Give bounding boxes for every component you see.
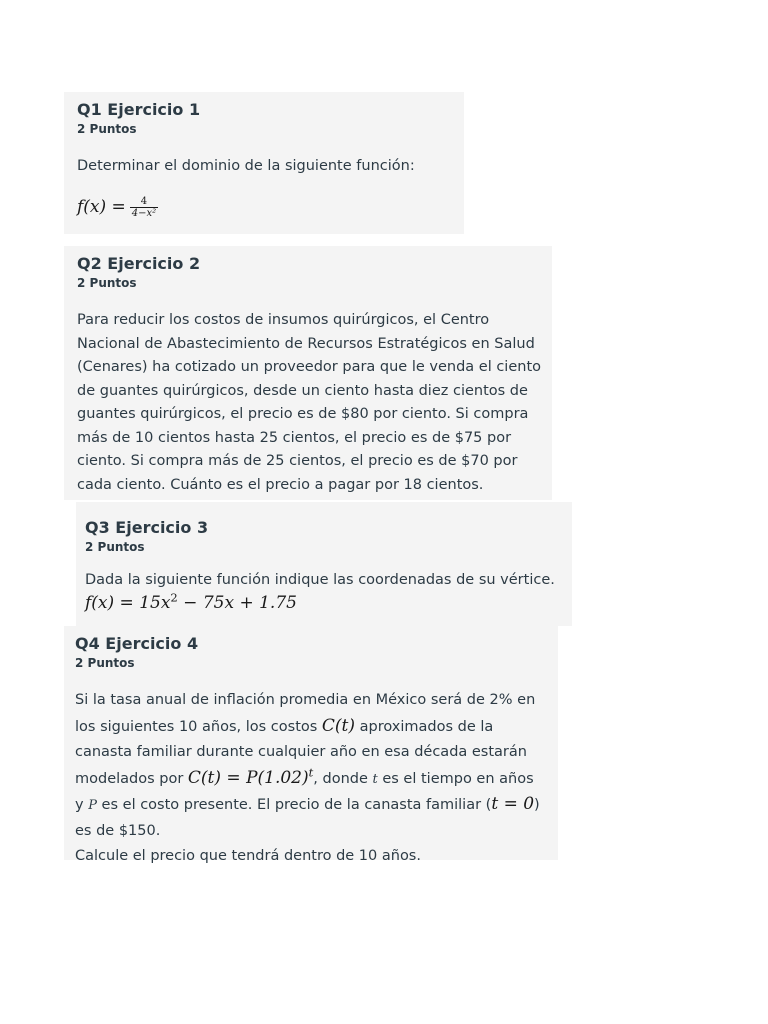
text-segment: es el tiempo en años y <box>75 770 534 813</box>
question-title: Q2 Ejercicio 2 <box>77 254 201 273</box>
function-formula <box>77 196 464 219</box>
question-points: 2 Puntos <box>77 276 137 290</box>
formula-part-b: − 75x + 1.75 <box>177 593 297 613</box>
question-points: 2 Puntos <box>85 540 145 554</box>
question-points: 2 Puntos <box>77 122 137 136</box>
question-text: Para reducir los costos de insumos quirúrgicos, el Centro Nacional de Abastecimiento de Recursos Estratégicos en Salud (Cenares) ha cotizado un proveedor para que le venda el ciento de guantes quirúrgicos, desde un ciento hasta diez cientos de guantes quirúrgicos, el precio es de $80 por ciento. Si compra más de 10 cientos hasta 25 cientos, el precio es de $75 por ciento. Si compra más de 25 cientos, el precio es de $70 por cada ciento. Cuánto es el precio a pagar por 18 cientos. <box>77 312 542 493</box>
text-segment: ) es de $150. <box>75 797 540 839</box>
text-segment: Calcule el precio que tendrá dentro de 10 años. <box>75 848 421 864</box>
text-segment: Si la tasa anual de inflación promedia en México será de 2% en los siguientes 10 años, los costos <box>75 692 536 735</box>
question-title: Q1 Ejercicio 1 <box>77 100 201 119</box>
formula-part-a: f(x) = 15x <box>85 593 171 613</box>
question-text <box>75 688 545 870</box>
math-model-base: C(t) = P(1.02) <box>187 767 309 788</box>
question-card-1 <box>64 92 464 234</box>
math-ct: C(t) <box>321 715 356 736</box>
var-p: P <box>88 798 97 813</box>
math-model-exponent: t <box>308 764 314 779</box>
text-segment: aproximados de la canasta familiar durante cualquier año en esa década estarán modelados por <box>75 718 527 787</box>
question-title: Q4 Ejercicio 4 <box>75 634 199 653</box>
math-model <box>187 764 314 788</box>
formula-fraction <box>130 196 158 219</box>
function-formula <box>85 590 572 613</box>
question-card-2 <box>64 246 552 500</box>
fraction-denominator: 4−x² <box>131 207 157 219</box>
question-text: Determinar el dominio de la siguiente función: <box>77 158 415 174</box>
question-card-3 <box>76 502 572 626</box>
formula-lhs: f(x) = <box>77 196 126 217</box>
question-points: 2 Puntos <box>75 656 135 670</box>
text-segment: , donde <box>313 770 373 787</box>
fraction-numerator: 4 <box>130 196 158 208</box>
formula-exponent: 2 <box>170 590 178 605</box>
text-segment: es el costo presente. El precio de la canasta familiar ( <box>96 797 492 813</box>
question-card-4 <box>64 626 558 864</box>
question-text: Dada la siguiente función indique las coordenadas de su vértice. <box>85 572 555 588</box>
question-title: Q3 Ejercicio 3 <box>85 518 209 537</box>
var-t: t <box>372 771 378 787</box>
math-t0: t = 0 <box>491 794 535 814</box>
